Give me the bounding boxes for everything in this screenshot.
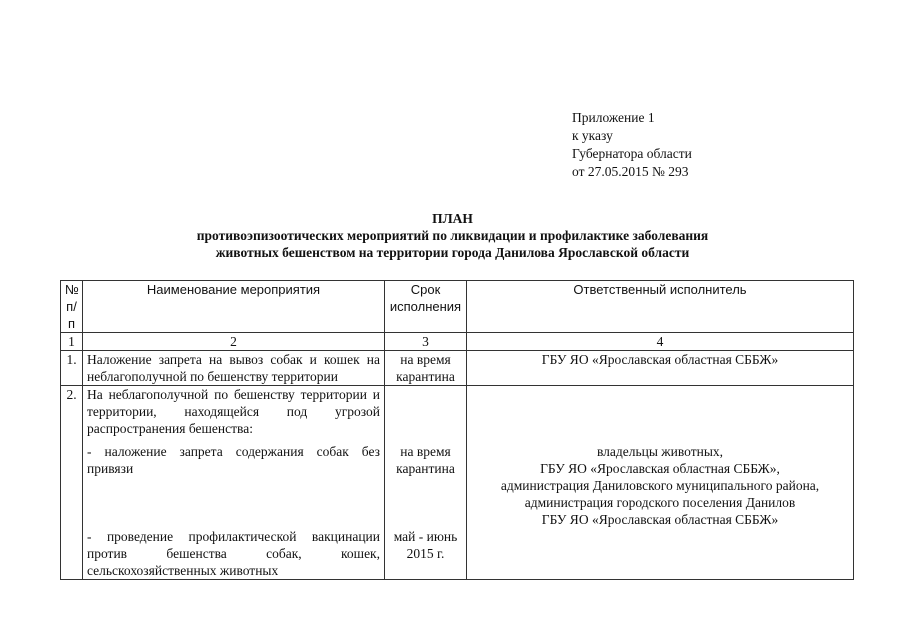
header-responsible: Ответственный исполнитель xyxy=(467,281,854,333)
table-row xyxy=(61,386,854,580)
title-subheading: противоэпизоотических мероприятий по ликвидации и профилактике заболевания xyxy=(196,228,709,243)
column-number: 1 xyxy=(61,333,83,351)
appendix-line: Приложение 1 xyxy=(572,110,655,125)
row-number: 1. xyxy=(61,351,83,386)
responsible-line: администрация Даниловского муниципального района, xyxy=(500,478,820,493)
document-title xyxy=(0,210,905,261)
term-item: май - июнь 2015 г. xyxy=(393,529,458,561)
measure-item: - проведение профилактической вакцинации против бешенства собак, кошек, сельскохозяйственных животных xyxy=(87,529,380,578)
title-subheading: животных бешенством на территории города Данилова Ярославской области xyxy=(215,245,690,260)
row-responsible: ГБУ ЯО «Ярославская областная СББЖ» xyxy=(467,351,854,386)
row-responsible xyxy=(467,386,854,580)
header-term: Срок исполнения xyxy=(385,281,467,333)
measure-intro: На неблагополучной по бешенству территории и территории, находящейся под угрозой распространения бешенства: xyxy=(87,387,380,436)
responsible-line: ГБУ ЯО «Ярославская областная СББЖ», xyxy=(540,461,780,476)
plan-table xyxy=(60,280,854,580)
row-number: 2. xyxy=(61,386,83,580)
appendix-line: к указу xyxy=(572,128,613,143)
column-number-row xyxy=(61,333,854,351)
header-num: № п/п xyxy=(61,281,83,333)
responsible-line: администрация городского поселения Данилов xyxy=(524,495,796,510)
row-measure: Наложение запрета на вывоз собак и кошек на неблагополучной по бешенству территории xyxy=(83,351,385,386)
term-item: на время карантина xyxy=(396,444,455,476)
column-number: 4 xyxy=(467,333,854,351)
table-header-row xyxy=(61,281,854,333)
responsible-line: владельцы животных, xyxy=(596,444,724,459)
row-term xyxy=(385,386,467,580)
header-name: Наименование мероприятия xyxy=(83,281,385,333)
row-term: на время карантина xyxy=(385,351,467,386)
table-row xyxy=(61,351,854,386)
appendix-line: Губернатора области xyxy=(572,146,692,161)
column-number: 3 xyxy=(385,333,467,351)
measure-item: - наложение запрета содержания собак без привязи xyxy=(87,444,380,476)
title-heading: ПЛАН xyxy=(432,211,473,226)
appendix-block xyxy=(572,109,692,181)
responsible-line: ГБУ ЯО «Ярославская областная СББЖ» xyxy=(541,512,779,527)
column-number: 2 xyxy=(83,333,385,351)
appendix-date-line: от 27.05.2015 № 293 xyxy=(572,164,689,179)
row-measure xyxy=(83,386,385,580)
